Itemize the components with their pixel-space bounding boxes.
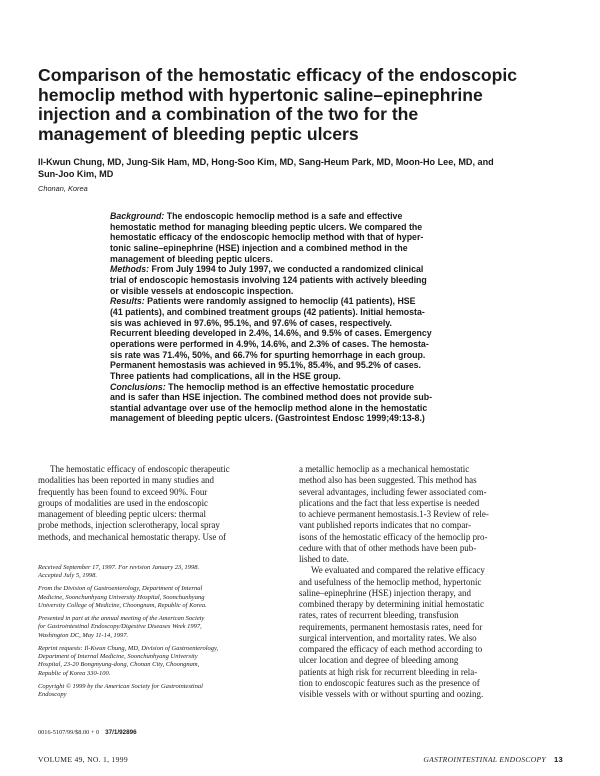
footnote-line: Presented in part at the annual meeting of the American Society [38,614,205,622]
body-line: The hemostatic efficacy of endoscopic therapeutic [50,464,230,474]
body-line: saline–epinephrine (HSE) injection therapy, and [299,587,471,598]
abstract-line: Permanent hemostasis was achieved in 95.1%, 85.4%, and 95.2% of cases. [110,360,421,371]
footnote-line: Endoscopy [38,690,67,698]
abstract-line: and is safer than HSE injection. The combined method does not provide sub- [110,392,433,403]
title-line: management of bleeding peptic ulcers [38,123,359,144]
body-line: We evaluated and compared the relative efficacy [311,565,485,576]
abstract-line: Recurrent bleeding developed in 2.4%, 14.6%, and 9.5% of cases. Emergency [110,328,432,339]
results-heading: Results: [110,296,145,307]
abstract-line: hemostatic method for managing bleeding peptic ulcers. We compared the [110,221,423,232]
body-line: probe methods, injection sclerotherapy, local spray [38,520,220,531]
background-heading: Background: [110,211,165,221]
running-footer [423,755,563,764]
body-column-right [299,464,564,700]
footnote-line: Hospital, 23-20 Bongmyung-dong, Chonan City, Choongnam, [38,661,200,669]
body-line: several advantages, including fewer associated com- [299,486,487,497]
body-line: method also has been suggested. This method has [299,475,477,486]
abstract-line: stantial advantage over use of the hemoclip method alone in the hemostatic [110,402,428,413]
body-line: and usefulness of the hemoclip method, hypertonic [299,576,482,587]
presentation-note [38,615,288,640]
body-line: visible vessels with or without spurting and oozing. [299,689,484,699]
body-line: management of bleeding peptic ulcers: thermal [38,509,207,519]
reprint-note [38,645,288,678]
title-line: hemoclip method with hypertonic saline–epinephrine [38,84,483,105]
footnote-line: Reprint requests: Il-Kwun Chung, MD, Division of Gastroenterology, [38,644,219,652]
abstract-line: hemostatic efficacy of the endoscopic hemoclip method with that of hyper- [110,232,424,243]
footnote-line: Received September 17, 1997. For revision January 23, 1998. [38,564,200,571]
body-line: compared the efficacy of each method according to [299,644,483,654]
body-line: plications and the fact that less expertise is needed [299,497,480,508]
received-note [38,564,288,581]
body-line: frequently has been found to exceed 90%. Four [38,486,208,497]
abstract-line: (41 patients), and combined treatment groups (42 patients). Initial hemosta- [110,306,425,317]
body-line: isons of the hemostatic efficacy of the hemoclip pro- [299,531,488,542]
footnote-line: Washington DC, May 11-14, 1997. [38,631,129,639]
abstract-line: sis rate was 71.4%, 50%, and 66.7% for spurting hemorrhage in each group. [110,349,426,360]
abstract-text: Patients were randomly assigned to hemoclip (41 patients), HSE [144,296,416,307]
abstract-line: or visible vessels at endoscopic inspection. [110,285,294,296]
abstract-line: management of bleeding peptic ulcers. [110,253,273,264]
author-list [38,156,563,180]
abstract-text: From July 1994 to July 1997, we conducted a randomized clinical [149,264,424,275]
copyright-note [38,683,288,700]
body-line: rates, rates of recurrent bleeding, transfusion [299,610,459,621]
affiliation-note [38,585,288,610]
journal-name: GASTROINTESTINAL ENDOSCOPY [423,755,546,764]
journal-volume: VOLUME 49, NO. 1, 1999 [38,755,128,764]
body-line: patients at high risk for recurrent bleeding in rela- [299,666,478,677]
author-line: Il-Kwun Chung, MD, Jung-Sik Ham, MD, Hong-Soo Kim, MD, Sang-Heum Park, MD, Moon-Ho Lee, MD, and [38,157,494,167]
body-line: requirements, permanent hemostasis rates, need for [299,621,483,632]
footnote-line: University College of Medicine, Choongnam, Republic of Korea. [38,601,207,609]
issn-code: 0016-5107/99/$8.00 + 0 [38,729,100,736]
author-location: Chonan, Korea [38,184,88,193]
abstract-line [110,296,560,307]
article-title [38,66,563,144]
body-line: tion to endoscopic features such as the presence of [299,677,480,688]
body-line: cedure with that of other methods have been pub- [299,542,477,553]
footnote-line: Accepted July 5, 1998. [38,572,98,580]
page-number: 13 [553,755,563,764]
author-line: Sun-Joo Kim, MD [38,169,114,180]
footnote-line: Copyright © 1999 by the American Society for Gastrointestinal [38,682,203,690]
abstract-line [110,211,560,222]
footnote-line: From the Division of Gastroenterology, Department of Internal [38,585,203,593]
footnote-line: Department of Internal Medicine, Soonchunhyang University [38,652,198,660]
body-line: modalities has been reported in many studies and [38,475,214,486]
abstract-line: tonic saline–epinephrine (HSE) injection and a combined method in the [110,242,408,253]
title-line: injection and a combination of the two for the [38,104,419,125]
body-line: a metallic hemoclip as a mechanical hemostatic [299,464,470,474]
abstract-text: The hemoclip method is an effective hemostatic procedure [165,381,415,392]
abstract-line: sis was achieved in 97.6%, 95.1%, and 97.6% of cases, respectively. [110,317,392,328]
abstract [110,211,560,424]
body-line: surgical intervention, and mortality rates. We also [299,632,477,643]
body-column-left [38,464,298,543]
abstract-line: management of bleeding peptic ulcers. (Gastrointest Endosc 1999;49:13-8.) [110,413,425,424]
article-id: 37/1/92896 [105,729,137,736]
body-line: ulcer location and degree of bleeding among [299,655,459,666]
methods-heading: Methods: [110,264,150,275]
body-line: methods, and mechanical hemostatic therapy. Use of [38,531,227,542]
body-line: groups of modalities are used in the endoscopic [38,497,209,508]
conclusions-heading: Conclusions: [110,381,166,392]
body-line: combined therapy by determining initial hemostatic [299,599,484,609]
abstract-line [110,382,560,393]
footnote-line: for Gastrointestinal Endoscopy/Digestive Diseases Week 1997, [38,623,202,631]
footnote-line: Medicine, Soonchunhyang University Hospital, Soonchunhyang [38,593,205,601]
abstract-line: trial of endoscopic hemostasis involving 124 patients with actively bleeding [110,274,427,285]
article-code [38,729,137,736]
title-line: Comparison of the hemostatic efficacy of the endoscopic [38,65,518,85]
body-line: vant published reports indicates that no compar- [299,520,472,531]
body-line: lished to date. [299,554,349,564]
abstract-text: The endoscopic hemoclip method is a safe and effective [164,211,403,221]
footnote-line: Republic of Korea 330-100. [38,669,111,677]
abstract-line: Three patients had complications, all in the HSE group. [110,370,341,381]
body-line: to achieve permanent hemostasis.1-3 Review of rele- [299,509,489,519]
article-footnotes [38,564,288,704]
abstract-line: operations were performed in 4.9%, 14.6%, and 2.3% of cases. The hemosta- [110,338,429,349]
abstract-line [110,264,560,275]
